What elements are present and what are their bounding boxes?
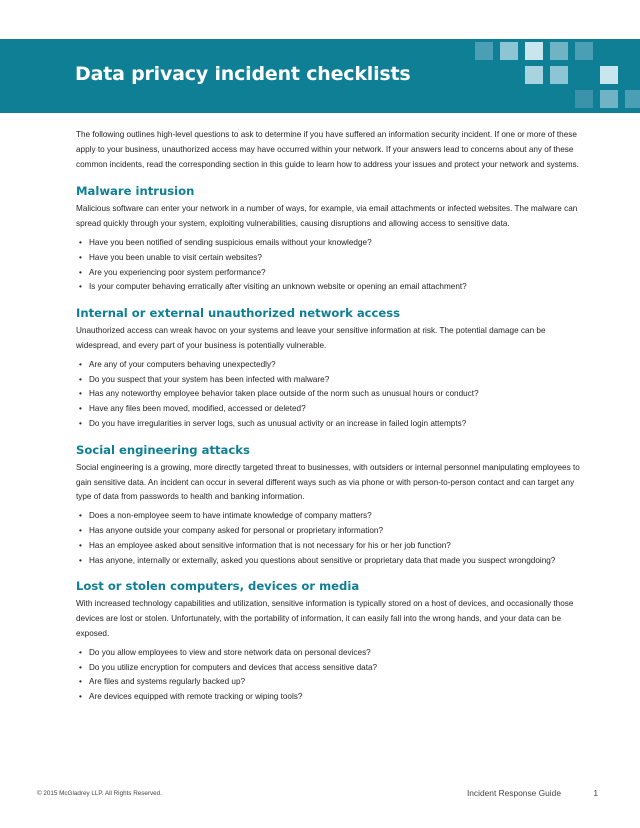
list-item: • Are you experiencing poor system performance? — [79, 267, 266, 277]
footer-right — [467, 788, 598, 798]
list-item: • Are devices equipped with remote tracking or wiping tools? — [79, 692, 303, 702]
section-heading: Social engineering attacks — [76, 442, 250, 457]
list-item: • Does a non-employee seem to have intimate knowledge of company matters? — [79, 511, 372, 521]
decorative-square — [550, 42, 568, 60]
list-item: • Has anyone, internally or externally, asked you questions about sensitive or proprietary data that made you suspect wrongdoing? — [79, 555, 556, 565]
section-body: With increased technology capabilities and utilization, sensitive information is typically stored on a host of devices, and occasionally those devices are lost or stolen. Unfortunately, with the portability of information, it can easily fall into the wrong hands, and your data can be exposed. — [76, 599, 574, 638]
checklist — [76, 358, 581, 432]
footer-guide-title: Incident Response Guide — [466, 788, 561, 798]
section-body: Social engineering is a growing, more directly targeted threat to businesses, with outsiders or internal personnel manipulating employees to gain sensitive data. An incident can occur in several different ways such as via phone or with person-to-person contact and can target any type of data from passwords to health and banking information. — [76, 462, 580, 502]
page-title: Data privacy incident checklists — [75, 63, 411, 85]
list-item: • Have you been notified of sending suspicious emails without your knowledge? — [79, 237, 372, 247]
list-item: • Are files and systems regularly backed up? — [79, 677, 246, 687]
decorative-square — [475, 42, 493, 60]
list-item: • Are any of your computers behaving unexpectedly? — [79, 359, 276, 369]
section-body: Unauthorized access can wreak havoc on your systems and leave your sensitive information at risk. The potential damage can be widespread, and every part of your business is potentially vulnerable. — [76, 326, 546, 350]
section-heading: Internal or external unauthorized network access — [76, 306, 401, 321]
list-item: • Has anyone outside your company asked for personal or proprietary information? — [79, 525, 383, 535]
decorative-square — [550, 66, 568, 84]
list-item: • Do you suspect that your system has been infected with malware? — [79, 374, 330, 384]
checklist — [76, 509, 581, 568]
section-body: Malicious software can enter your network in a number of ways, for example, via email attachments or infected websites. The malware can spread quickly through your system, exploiting vulnerabilities, causing disruptions and allowing access to sensitive data. — [76, 204, 578, 229]
checklist — [76, 646, 581, 705]
page-number: 1 — [593, 788, 598, 798]
footer-copyright: © 2015 McGladrey LLP. All Rights Reserved. — [37, 790, 162, 797]
list-item: • Have you been unable to visit certain websites? — [79, 252, 262, 262]
intro-paragraph: The following outlines high-level questions to ask to determine if you have suffered an information security incident. If one or more of these apply to your business, unauthorized access may have occurred within your network. If your answers lead to concerns about any of these common incidents, read the corresponding section in this guide to learn how to address your issues and protect your network and systems. — [76, 130, 579, 169]
decorative-square — [500, 42, 518, 60]
decorative-square — [575, 90, 593, 108]
decorative-square — [625, 90, 640, 108]
section-heading: Lost or stolen computers, devices or media — [76, 579, 360, 594]
checklist — [76, 236, 581, 295]
decorative-square — [600, 66, 618, 84]
list-item: • Has any noteworthy employee behavior taken place outside of the norm such as unusual hours or conduct? — [79, 389, 479, 399]
decorative-square — [525, 42, 543, 60]
main-content — [76, 128, 581, 705]
list-item: • Do you utilize encryption for computers and devices that access sensitive data? — [79, 662, 378, 672]
decorative-square — [575, 42, 593, 60]
header-banner — [0, 39, 640, 113]
list-item: • Do you have irregularities in server logs, such as unusual activity or an increase in failed login attempts? — [79, 418, 467, 428]
list-item: • Has an employee asked about sensitive information that is not necessary for his or her job function? — [79, 540, 451, 550]
decorative-square — [525, 66, 543, 84]
list-item: • Have any files been moved, modified, accessed or deleted? — [79, 404, 306, 414]
decorative-square — [600, 90, 618, 108]
list-item: • Do you allow employees to view and store network data on personal devices? — [79, 647, 371, 657]
section-heading: Malware intrusion — [76, 184, 195, 199]
list-item: • Is your computer behaving erratically after visiting an unknown website or opening an email attachment? — [79, 282, 467, 292]
